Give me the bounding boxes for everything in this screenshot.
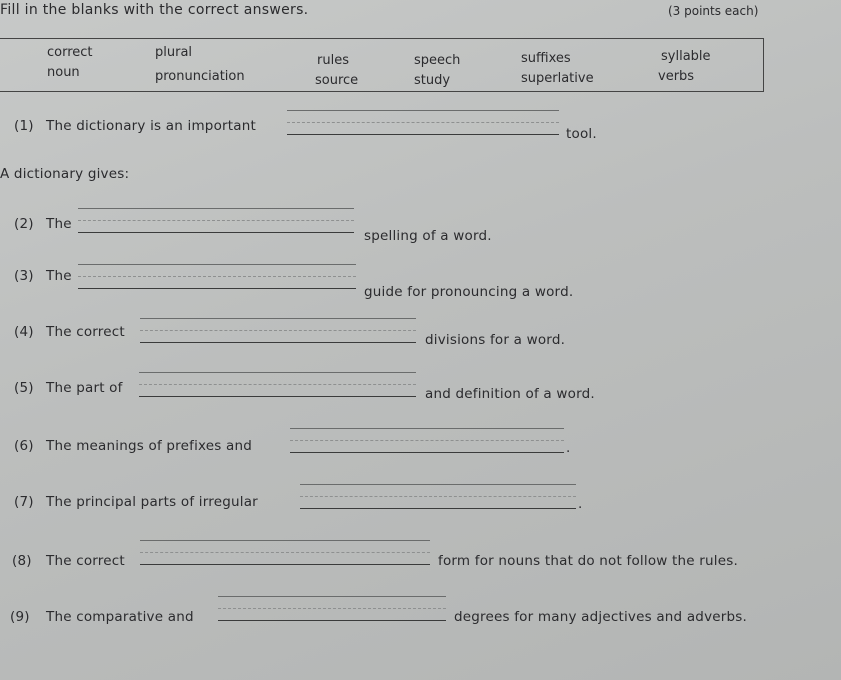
question-1-after: tool. (566, 126, 597, 142)
question-8-after: form for nouns that do not follow the rules. (438, 553, 738, 569)
word-bank-item: verbs (658, 69, 695, 84)
answer-blank-6[interactable] (290, 428, 564, 464)
question-9-number: (9) (10, 609, 30, 625)
question-9-after: degrees for many adjectives and adverbs. (454, 609, 748, 625)
word-bank-item: plural (155, 45, 193, 60)
question-8-text: The correct (46, 553, 125, 569)
question-3-number: (3) (14, 268, 34, 284)
question-3-after: guide for pronouncing a word. (364, 284, 574, 300)
question-7-text: The principal parts of irregular (46, 494, 258, 510)
question-3-text: The (46, 268, 72, 284)
question-5-text: The part of (46, 380, 123, 396)
question-6-after: . (566, 440, 571, 456)
points-note: (3 points each) (668, 4, 759, 18)
question-7-after: . (578, 496, 583, 512)
word-bank-item: rules (317, 53, 349, 68)
answer-blank-1[interactable] (287, 110, 559, 146)
answer-blank-4[interactable] (140, 318, 416, 354)
question-5-number: (5) (14, 380, 34, 396)
word-bank-item: study (414, 73, 451, 88)
intro-text: A dictionary gives: (0, 166, 130, 182)
question-6-text: The meanings of prefixes and (46, 438, 253, 454)
question-5-after: and definition of a word. (425, 386, 595, 402)
answer-blank-3[interactable] (78, 264, 356, 300)
question-8-number: (8) (12, 553, 32, 569)
question-2-after: spelling of a word. (364, 228, 492, 244)
word-bank-item: correct (47, 45, 93, 60)
word-bank-item: source (315, 73, 359, 88)
word-bank-item: noun (47, 65, 80, 80)
word-bank-item: superlative (521, 71, 594, 86)
answer-blank-7[interactable] (300, 484, 576, 520)
word-bank (0, 38, 764, 92)
question-4-after: divisions for a word. (425, 332, 566, 348)
answer-blank-5[interactable] (139, 372, 416, 408)
answer-blank-2[interactable] (78, 208, 354, 244)
question-9-text: The comparative and (46, 609, 194, 625)
answer-blank-9[interactable] (218, 596, 446, 632)
question-2-text: The (46, 216, 72, 232)
word-bank-item: suffixes (521, 51, 571, 66)
word-bank-item: syllable (661, 49, 711, 64)
word-bank-item: speech (414, 53, 461, 68)
word-bank-item: pronunciation (155, 69, 245, 84)
question-7-number: (7) (14, 494, 34, 510)
question-4-number: (4) (14, 324, 34, 340)
question-1-number: (1) (14, 118, 34, 134)
question-1-text: The dictionary is an important (46, 118, 256, 134)
question-2-number: (2) (14, 216, 34, 232)
question-6-number: (6) (14, 438, 34, 454)
answer-blank-8[interactable] (140, 540, 430, 576)
instructions: Fill in the blanks with the correct answers. (0, 2, 309, 18)
question-4-text: The correct (46, 324, 125, 340)
